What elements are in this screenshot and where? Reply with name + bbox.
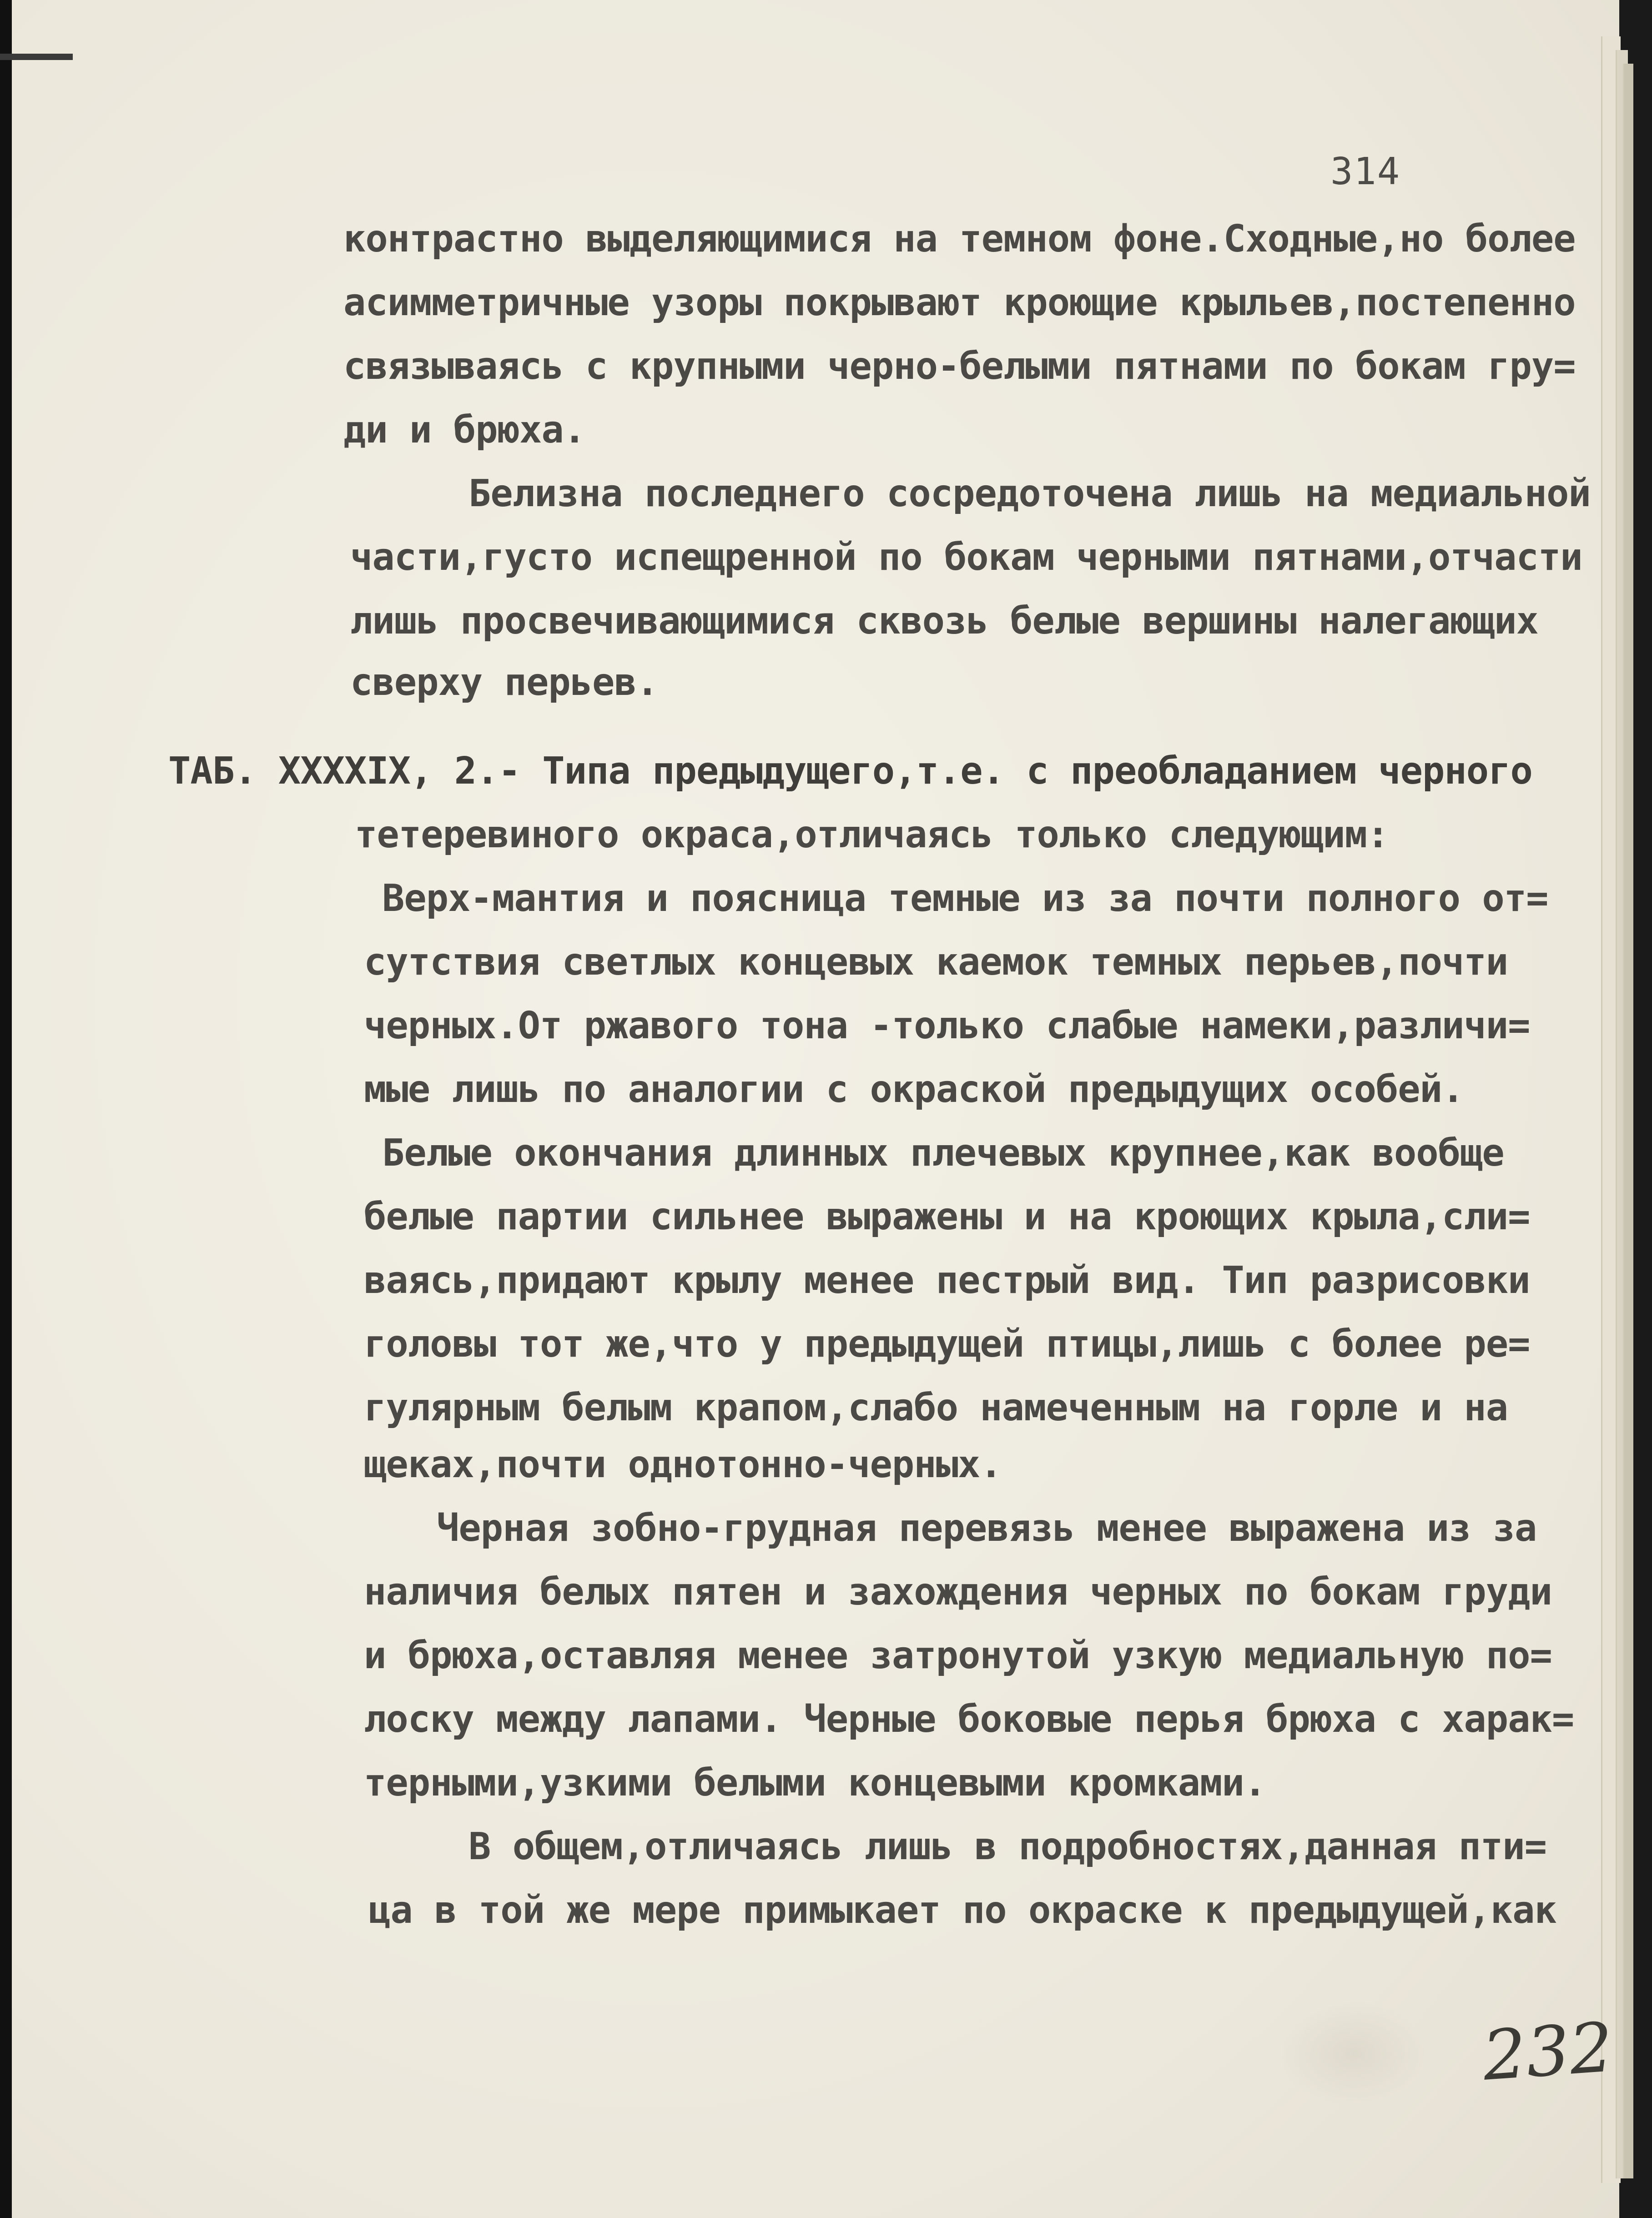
archive-folio-number: 232 (1480, 2008, 1616, 2096)
text-line: гулярным белым крапом,слабо намеченным на горле и на (364, 1386, 1508, 1429)
text-line: В общем,отличаясь лишь в подробностях,данная пти= (468, 1825, 1547, 1868)
text-line: связываясь с крупными черно-белыми пятнами по бокам гру= (343, 345, 1576, 388)
text-line: сутствия светлых концевых каемок темных перьев,почти (364, 941, 1508, 984)
text-line: наличия белых пятен и захождения черных по бокам груди (364, 1570, 1552, 1614)
faint-stamp-mark (1278, 2001, 1428, 2106)
text-line: Черная зобно-грудная перевязь менее выражена из за (437, 1507, 1537, 1550)
page-number: 314 (1330, 150, 1401, 193)
text-line: ди и брюха. (343, 408, 586, 452)
text-line: и брюха,оставляя менее затронутой узкую медиальную по= (364, 1634, 1552, 1677)
text-line: лоску между лапами. Черные боковые перья брюха с харак= (364, 1698, 1574, 1741)
text-line: черных.От ржавого тона -только слабые намеки,различи= (364, 1004, 1530, 1047)
text-line: мые лишь по аналогии с окраской предыдущих особей. (364, 1068, 1464, 1111)
text-line: сверху перьев. (350, 661, 659, 704)
scan-border (0, 0, 12, 2218)
text-line: лишь просвечивающимися сквозь белые вершины налегающих (350, 599, 1538, 643)
text-line: щеках,почти однотонно-черных. (364, 1443, 1002, 1486)
text-line: Белые окончания длинных плечевых крупнее,как вообще (382, 1132, 1504, 1175)
text-line: белые партии сильнее выражены и на кроющих крыла,сли= (364, 1195, 1530, 1238)
scan-border-strip (0, 54, 73, 60)
page-stack-edge (1623, 64, 1633, 2178)
table-reference-line: ТАБ. XXXXIX, 2.- Типа предыдущего,т.е. с преобладанием черного (168, 749, 1532, 793)
text-line: контрастно выделяющимися на темном фоне.Сходные,но более (343, 217, 1576, 261)
text-line: ца в той же мере примыкает по окраске к предыдущей,как (368, 1889, 1556, 1932)
text-line: Белизна последнего сосредоточена лишь на медиальной (468, 472, 1591, 515)
text-line: тетеревиного окраса,отличаясь только следующим: (355, 813, 1389, 856)
text-line: Верх-мантия и поясница темные из за почти полного от= (382, 877, 1548, 920)
text-line: асимметричные узоры покрывают кроющие крыльев,постепенно (343, 281, 1576, 324)
text-line: части,густо испещренной по бокам черными пятнами,отчасти (350, 536, 1582, 579)
text-line: ваясь,придают крылу менее пестрый вид. Тип разрисовки (364, 1259, 1530, 1302)
text-line: головы тот же,что у предыдущей птицы,лишь с более ре= (364, 1323, 1530, 1366)
text-line: терными,узкими белыми концевыми кромками. (364, 1761, 1266, 1805)
